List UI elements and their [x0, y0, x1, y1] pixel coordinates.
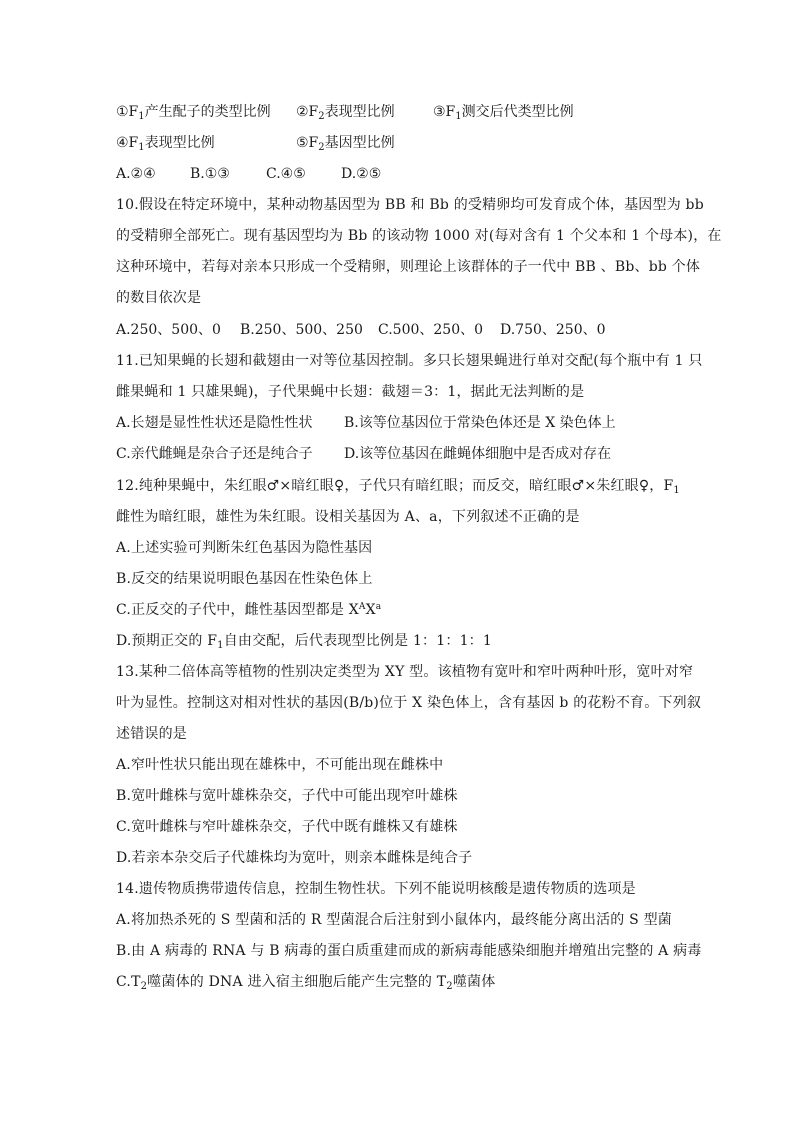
q10-stem-line: 的数目依次是: [116, 290, 202, 306]
stem-text: 12.纯种果蝇中，朱红眼♂×暗红眼♀，子代只有暗红眼；而反交，暗红眼♂×朱红眼♀，F: [116, 478, 674, 494]
q9-option-1: [116, 102, 271, 122]
choice-text: C.正反交的子代中，雌性基因型都是 X: [116, 602, 359, 618]
q12-choice-a: A.上述实验可判断朱红色基因为隐性基因: [116, 540, 373, 556]
option-text: ⑤F: [296, 135, 319, 151]
q10-stem-line: 10.假设在特定环境中，某种动物基因型为 BB 和 Bb 的受精卵均可发育成个体，基因型为 bb: [116, 197, 704, 213]
subscript: 2: [318, 142, 325, 153]
subscript: 1: [673, 485, 680, 496]
q9-option-3: [433, 102, 574, 122]
subscript: 1: [138, 142, 145, 153]
option-text: 基因型比例: [324, 135, 395, 151]
q10-stem-line: 这种环境中，若每对亲本只形成一个受精卵，则理论上该群体的子一代中 BB 、Bb、bb 个体: [116, 259, 701, 275]
q14-choice-a: A.将加热杀死的 S 型菌和活的 R 型菌混合后注射到小鼠体内，最终能分离出活的 S 型菌: [116, 912, 672, 928]
q13-choice-b: B.宽叶雌株与宽叶雄株杂交，子代中可能出现窄叶雄株: [116, 788, 458, 804]
q12-stem-line: 雌性为暗红眼，雄性为朱红眼。设相关基因为 A、a，下列叙述不正确的是: [116, 509, 580, 525]
option-text: 产生配子的类型比例: [144, 104, 271, 120]
option-text: 表现型比例: [324, 104, 395, 120]
option-text: ④F: [116, 135, 139, 151]
q11-choice-a: A.长翅是显性性状还是隐性性状: [116, 415, 313, 431]
q13-choice-c: C.宽叶雌株与窄叶雄株杂交，子代中既有雌株又有雄株: [116, 819, 458, 835]
subscript: 2: [140, 981, 148, 992]
superscript: A: [358, 602, 366, 612]
q10-choice-c: C.500、250、0: [378, 322, 484, 338]
q14-choice-c: [116, 972, 495, 992]
option-text: ②F: [296, 104, 319, 120]
q13-choice-a: A.窄叶性状只能出现在雄株中，不可能出现在雌株中: [116, 757, 444, 773]
q12-choice-c: [116, 600, 381, 620]
choice-text: X: [365, 602, 376, 618]
superscript: a: [375, 602, 382, 612]
q9-choice-c: C.④⑤: [266, 166, 306, 182]
choice-text: 噬菌体: [452, 974, 496, 990]
choice-text: D.预期正交的 F: [116, 633, 218, 649]
option-text: 表现型比例: [144, 135, 215, 151]
q9-option-4: [116, 133, 215, 153]
choice-text: 噬菌体的 DNA 进入宿主细胞后能产生完整的 T: [147, 974, 447, 990]
subscript: 1: [138, 111, 145, 122]
subscript: 2: [318, 111, 325, 122]
q10-choice-d: D.750、250、0: [500, 322, 606, 338]
option-text: ①F: [116, 104, 139, 120]
q10-choice-b: B.250、500、250: [240, 322, 363, 338]
q11-choice-c: C.亲代雌蝇是杂合子还是纯合子: [116, 446, 313, 462]
q9-option-5: [296, 133, 395, 153]
q13-stem-line: 叶为显性。控制这对相对性状的基因(B/b)位于 X 染色体上，含有基因 b 的花粉不育。下列叙: [116, 695, 702, 711]
q9-choice-b: B.①③: [190, 166, 230, 182]
q11-stem-line: 雌果蝇和 1 只雄果蝇)，子代果蝇中长翅：截翅＝3：1，据此无法判断的是: [116, 384, 585, 400]
q10-choice-a: A.250、500、0: [116, 322, 221, 338]
q14-stem-line: 14.遗传物质携带遗传信息，控制生物性状。下列不能说明核酸是遗传物质的选项是: [116, 881, 636, 897]
q10-stem-line: 的受精卵全部死亡。现有基因型均为 Bb 的该动物 1000 对(每对含有 1 个父本和 1 个母本)，在: [116, 228, 722, 244]
option-text: ③F: [433, 104, 456, 120]
subscript: 1: [455, 111, 462, 122]
q9-choice-d: D.②⑤: [341, 166, 382, 182]
q11-stem-line: 11.已知果蝇的长翅和截翅由一对等位基因控制。多只长翅果蝇进行单对交配(每个瓶中有 1 只: [116, 353, 703, 369]
q11-choice-b: B.该等位基因位于常染色体还是 X 染色体上: [344, 415, 616, 431]
q11-choice-d: D.该等位基因在雌蝇体细胞中是否成对存在: [344, 446, 612, 462]
choice-text: 自由交配，后代表现型比例是 1：1：1：1: [223, 633, 492, 649]
q12-choice-b: B.反交的结果说明眼色基因在性染色体上: [116, 571, 373, 587]
subscript: 1: [217, 640, 224, 651]
q13-choice-d: D.若亲本杂交后子代雄株均为宽叶，则亲本雌株是纯合子: [116, 850, 473, 866]
subscript: 2: [446, 981, 453, 992]
q14-choice-b: B.由 A 病毒的 RNA 与 B 病毒的蛋白质重建而成的新病毒能感染细胞并增殖出完整的 A 病毒: [116, 943, 702, 959]
choice-text: C.T: [116, 974, 141, 990]
q12-choice-d: [116, 631, 492, 651]
q12-stem-line: [116, 476, 680, 496]
option-text: 测交后代类型比例: [461, 104, 574, 120]
q13-stem-line: 13.某种二倍体高等植物的性别决定类型为 XY 型。该植物有宽叶和窄叶两种叶形，宽叶对窄: [116, 664, 694, 680]
q13-stem-line: 述错误的是: [116, 726, 187, 742]
q9-choice-a: A.②④: [116, 166, 156, 182]
q9-option-2: [296, 102, 395, 122]
